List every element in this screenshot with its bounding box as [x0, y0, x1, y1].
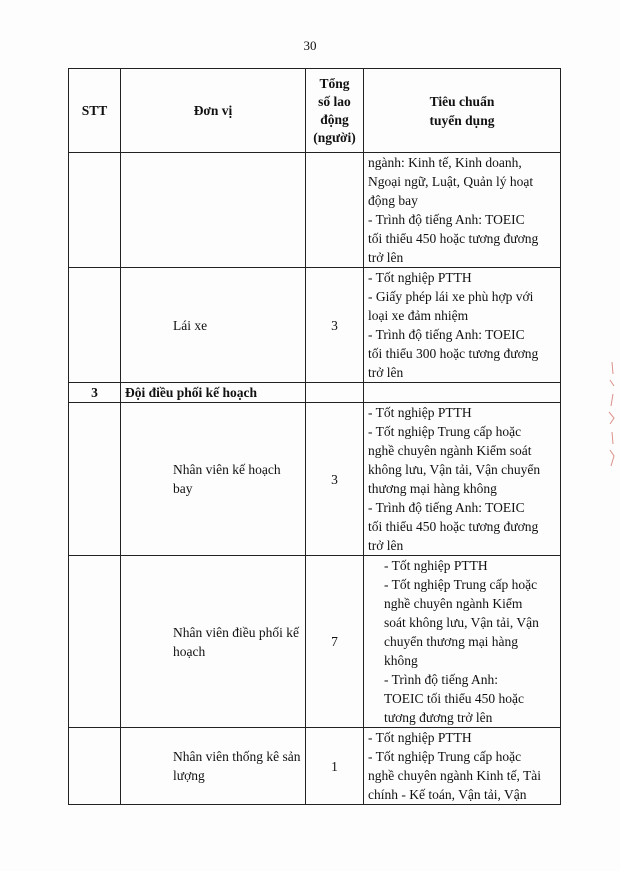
table-row — [69, 403, 561, 556]
row-stt — [69, 268, 121, 383]
table-row — [69, 556, 561, 728]
row-count: 1 — [306, 728, 364, 805]
table-group-row — [69, 383, 561, 403]
recruitment-table — [68, 68, 561, 805]
row-count — [306, 153, 364, 268]
row-unit — [121, 153, 306, 268]
row-criteria: - Tốt nghiệp PTTH - Tốt nghiệp Trung cấp hoặc nghề chuyên ngành Kiểm soát không lưu, Vận tải, Vận chuyển thương mại hàng không - Trình độ tiếng Anh: TOEIC tối thiểu 450 hoặc tương đương trở lên — [364, 556, 561, 728]
header-stt: STT — [69, 69, 121, 153]
row-count: 3 — [306, 268, 364, 383]
header-criteria: Tiêu chuẩn tuyển dụng — [364, 69, 561, 153]
row-criteria: - Tốt nghiệp PTTH - Tốt nghiệp Trung cấp hoặc nghề chuyên ngành Kiểm soát không lưu, Vận tải, Vận chuyển thương mại hàng không - Trình độ tiếng Anh: TOEIC tối thiểu 450 hoặc tương đương trở lên — [364, 403, 561, 556]
group-count — [306, 383, 364, 403]
table-row — [69, 728, 561, 805]
header-unit: Đơn vị — [121, 69, 306, 153]
group-unit: Đội điều phối kế hoạch — [121, 383, 306, 403]
row-stt — [69, 403, 121, 556]
row-unit: Nhân viên kế hoạch bay — [121, 403, 306, 556]
row-count: 3 — [306, 403, 364, 556]
row-stt — [69, 556, 121, 728]
row-count: 7 — [306, 556, 364, 728]
group-criteria — [364, 383, 561, 403]
row-unit: Lái xe — [121, 268, 306, 383]
page-number: 30 — [303, 38, 317, 53]
table-row — [69, 268, 561, 383]
row-criteria: - Tốt nghiệp PTTH - Tốt nghiệp Trung cấp hoặc nghề chuyên ngành Kinh tế, Tài chính - Kế toán, Vận tải, Vận — [364, 728, 561, 805]
row-criteria: ngành: Kinh tế, Kinh doanh, Ngoại ngữ, Luật, Quản lý hoạt động bay - Trình độ tiếng Anh: TOEIC tối thiểu 450 hoặc tương đương trở lên — [364, 153, 561, 268]
group-stt: 3 — [69, 383, 121, 403]
row-criteria: - Tốt nghiệp PTTH - Giấy phép lái xe phù hợp với loại xe đảm nhiệm - Trình độ tiếng Anh: TOEIC tối thiểu 300 hoặc tương đương trở lên — [364, 268, 561, 383]
row-stt — [69, 728, 121, 805]
margin-scribble-mark — [604, 360, 618, 470]
table-row — [69, 153, 561, 268]
table-header-row — [69, 69, 561, 153]
row-stt — [69, 153, 121, 268]
header-count: Tổng số lao động (người) — [306, 69, 364, 153]
row-unit: Nhân viên thống kê sản lượng — [121, 728, 306, 805]
row-unit: Nhân viên điều phối kế hoạch — [121, 556, 306, 728]
